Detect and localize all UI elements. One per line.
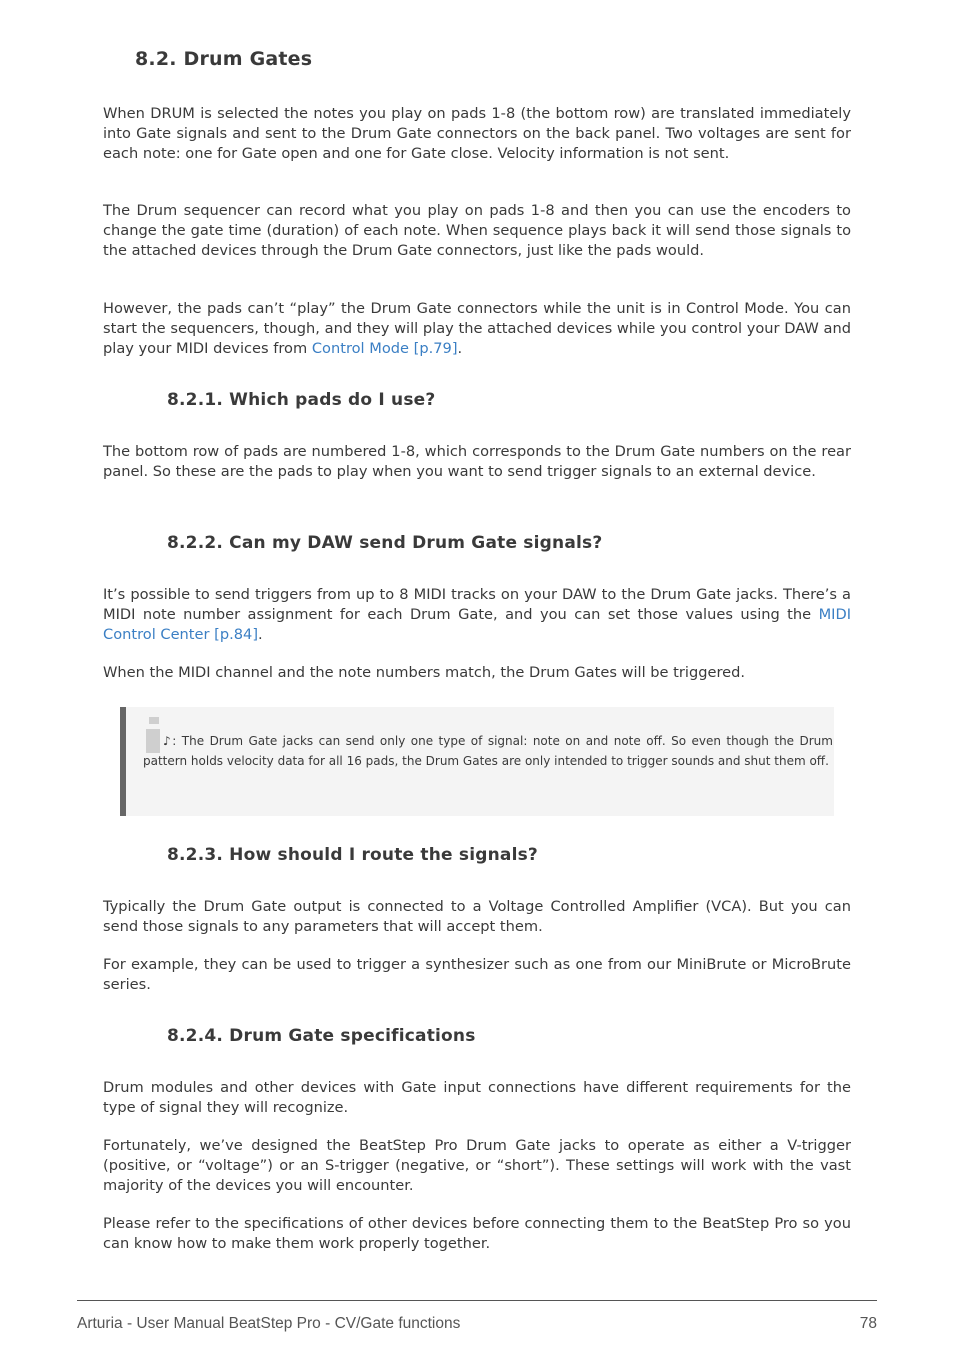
footer-divider [77,1300,877,1301]
paragraph-drum-sequencer: The Drum sequencer can record what you play on pads 1-8 and then you can use the encoders to change the gate time (duration) of each note. When sequence plays back it will send those signals to the attached devices through the Drum Gate connectors, just like the pads would. [103,202,851,259]
paragraph-routing-example: For example, they can be used to trigger a synthesizer such as one from our MiniBrute or MicroBrute series. [103,956,851,993]
subsection-title-pads: 8.2.1. Which pads do I use? [167,390,436,410]
paragraph-specs-requirements: Drum modules and other devices with Gate input connections have different requirements for the type of signal they will recognize. [103,1079,851,1116]
paragraph-end: . [457,340,463,357]
paragraph-specs-triggers: Fortunately, we’ve designed the BeatStep Pro Drum Gate jacks to operate as either a V-trigger (positive, or “voltage”) or an S-trigger (negative, or “short”). These settings will work with the vast majority of the devices you will encounter. [103,1137,851,1194]
paragraph-text: However, the pads can’t “play” the Drum Gate connectors while the unit is in Control Mode. You can start the sequencers, though, and they will play the attached devices while you control your DAW and play your MIDI devices from [103,300,851,357]
paragraph-text: It’s possible to send triggers from up to 8 MIDI tracks on your DAW to the Drum Gate jacks. There’s a MIDI note number assignment for each Drum Gate, and you can set those values using the [103,586,851,623]
page-number: 78 [859,1315,877,1332]
paragraph-specs-refer: Please refer to the specifications of other devices before connecting them to the BeatStep Pro so you can know how to make them work properly together. [103,1215,851,1252]
subsection-title-specs: 8.2.4. Drum Gate specifications [167,1026,476,1046]
paragraph-pads: The bottom row of pads are numbered 1-8, which corresponds to the Drum Gate numbers on the rear panel. So these are the pads to play when you want to send trigger signals to an external device. [103,443,851,480]
subsection-title-daw: 8.2.2. Can my DAW send Drum Gate signals? [167,533,603,553]
paragraph-routing-vca: Typically the Drum Gate output is connected to a Voltage Controlled Amplifier (VCA). But you can send those signals to any parameters that will accept them. [103,898,851,935]
subsection-title-routing: 8.2.3. How should I route the signals? [167,845,538,865]
paragraph-control-mode [103,299,851,359]
paragraph-end: . [258,626,263,643]
info-note-text [143,731,833,771]
paragraph-daw-triggers [103,585,851,645]
control-mode-link[interactable]: Control Mode [p.79] [311,340,458,357]
paragraph-drum-intro: When DRUM is selected the notes you play on pads 1-8 (the bottom row) are translated immediately into Gate signals and sent to the Drum Gate connectors on the back panel. Two voltages are sent for each note: one for Gate open and one for Gate close. Velocity information is not sent. [103,105,851,162]
note-body: : The Drum Gate jacks can send only one type of signal: note on and note off. So even though the Drum pattern holds velocity data for all 16 pads, the Drum Gates are only intended to trigger sounds and shut them off. [143,734,833,768]
paragraph-midi-match: When the MIDI channel and the note numbers match, the Drum Gates will be triggered. [103,664,746,681]
footer-title: Arturia - User Manual BeatStep Pro - CV/Gate functions [77,1315,461,1332]
info-note-box [120,707,834,816]
section-title: 8.2. Drum Gates [135,48,313,70]
note-symbol: ♪ [163,734,173,748]
midi-control-center-link[interactable]: MIDI Control Center [p.84] [103,606,851,643]
